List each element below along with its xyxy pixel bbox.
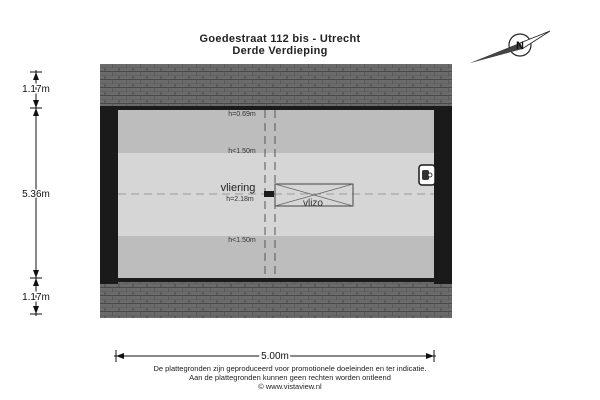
vliering-label: vliering xyxy=(220,182,256,194)
height-label-ridge: h=2.18m xyxy=(226,196,254,203)
wall-right xyxy=(434,108,452,284)
height-label-upper: h<1.50m xyxy=(228,148,256,155)
copyright-link[interactable]: © www.vistaview.nl xyxy=(258,382,322,391)
wall-left xyxy=(100,108,118,284)
dimension-bottom-roof: 1.17m xyxy=(22,292,50,303)
height-label-lower: h<1.50m xyxy=(228,237,256,244)
floor-zone-low-top xyxy=(118,110,434,153)
compass-north-label: N xyxy=(516,40,524,52)
roof-bottom-band xyxy=(100,280,452,318)
dimension-width: 5.00m xyxy=(261,351,289,362)
vliering-hatch-marker xyxy=(264,191,274,197)
roof-top-band xyxy=(100,64,452,108)
plan-title-address: Goedestraat 112 bis - Utrecht xyxy=(199,33,361,45)
disclaimer-line-2: Aan de plattegronden kunnen geen rechten worden ontleend xyxy=(189,373,391,382)
compass-icon xyxy=(470,31,550,63)
height-label-top: h=0.69m xyxy=(228,111,256,118)
roof-window-icon xyxy=(419,165,435,185)
plan-title-floor: Derde Verdieping xyxy=(232,45,328,57)
disclaimer-line-1: De plattegronden zijn geproduceerd voor promotionele doeleinden en ter indicatie. xyxy=(153,364,427,373)
vlizo-label: vlizo xyxy=(302,198,324,209)
wall-bottom xyxy=(100,278,452,282)
dimension-middle: 5.36m xyxy=(22,189,50,200)
dimension-top-roof: 1.17m xyxy=(22,84,50,95)
wall-top xyxy=(100,106,452,110)
floor-zone-low-bottom xyxy=(118,236,434,278)
